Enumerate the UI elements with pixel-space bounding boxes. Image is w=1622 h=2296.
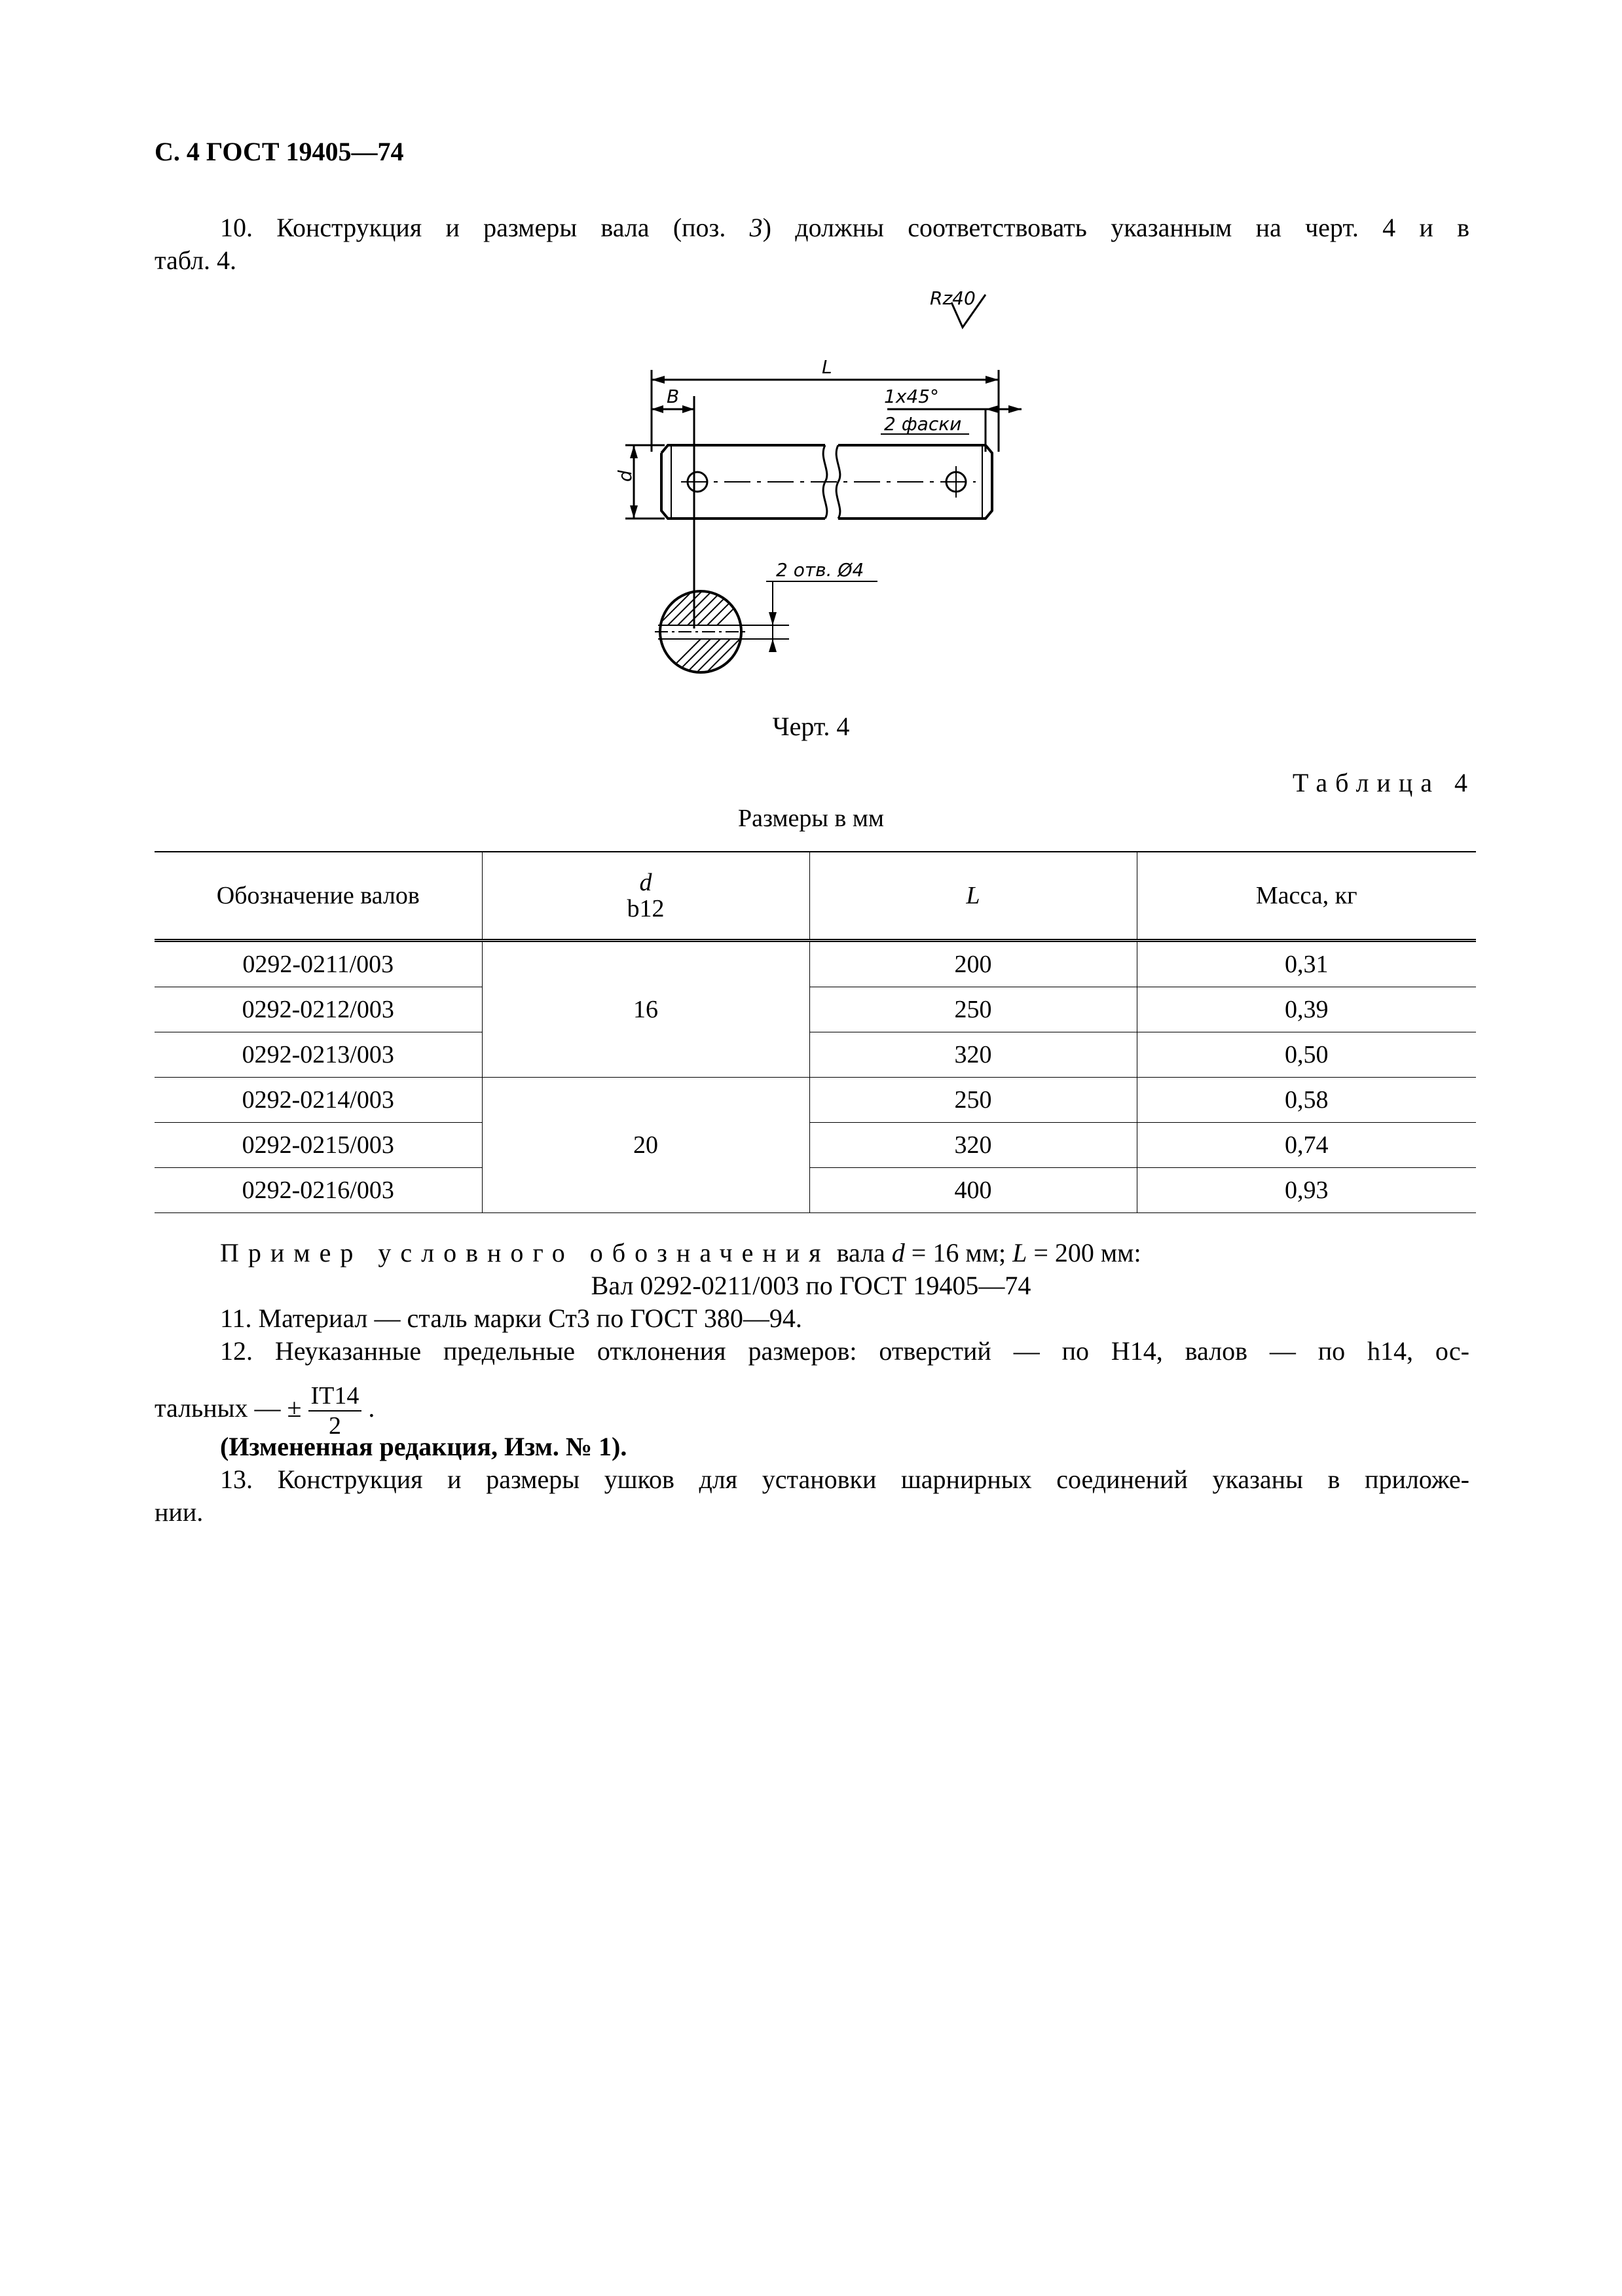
table-units: Размеры в мм	[738, 805, 884, 832]
cell-L: 320	[809, 1123, 1137, 1168]
shaft-drawing	[0, 0, 1622, 720]
item-10-position: 3	[749, 213, 763, 242]
cell-L: 400	[809, 1168, 1137, 1213]
cell-L: 200	[809, 941, 1137, 987]
dimension-arrows	[630, 376, 1022, 652]
page-header: С. 4 ГОСТ 19405—74	[155, 137, 404, 166]
example-designation: Вал 0292-0211/003 по ГОСТ 19405—74	[591, 1271, 1031, 1300]
cell-d-group: 16	[482, 941, 809, 1078]
example-d-symbol: d	[891, 1238, 905, 1267]
cell-L: 250	[809, 1078, 1137, 1123]
holes-label: 2 отв. Ø4	[776, 559, 864, 581]
header-designation: Обозначение валов	[155, 852, 482, 941]
item-13-line2: нии.	[155, 1497, 204, 1527]
item-10-text-end: ) должны соответствовать указанным на черт. 4 и в	[762, 213, 1469, 242]
example-text: = 16 мм;	[904, 1238, 1013, 1267]
cell-mass: 0,31	[1137, 941, 1476, 987]
cell-L: 250	[809, 987, 1137, 1032]
header-L: L	[809, 852, 1137, 941]
header-d	[482, 852, 809, 941]
cell-mass: 0,58	[1137, 1078, 1476, 1123]
item-12-text-end: .	[368, 1393, 375, 1423]
cell-designation: 0292-0214/003	[155, 1078, 482, 1123]
item-12-text: тальных — ±	[155, 1393, 302, 1423]
table-row	[155, 1032, 1476, 1078]
cell-d-group: 20	[482, 1078, 809, 1213]
amendment-note: (Измененная редакция, Изм. № 1).	[220, 1432, 627, 1461]
cell-designation: 0292-0213/003	[155, 1032, 482, 1078]
example-text: = 200 мм:	[1027, 1238, 1141, 1267]
chamfer-label-2: 2 фаски	[884, 413, 962, 435]
fraction-denominator: 2	[328, 1412, 341, 1440]
fraction-numerator: IT14	[308, 1381, 362, 1412]
shaft-dimensions-table	[155, 851, 1476, 1213]
cell-designation: 0292-0215/003	[155, 1123, 482, 1168]
example-L-symbol: L	[1012, 1238, 1027, 1267]
cell-mass: 0,74	[1137, 1123, 1476, 1168]
example-line	[220, 1237, 1141, 1268]
dim-L-label: L	[822, 356, 832, 378]
table-row	[155, 987, 1476, 1032]
item-11: 11. Материал — сталь марки Ст3 по ГОСТ 380—94.	[220, 1303, 802, 1333]
cell-mass: 0,50	[1137, 1032, 1476, 1078]
table-row	[155, 1078, 1476, 1123]
example-text: вала	[830, 1238, 892, 1267]
roughness-label: Rz40	[930, 287, 976, 309]
item-10-line2: табл. 4.	[155, 246, 237, 275]
item-13-line1: 13. Конструкция и размеры ушков для установки шарнирных соединений указаны в приложе-	[220, 1465, 1469, 1494]
item-12-line1: 12. Неуказанные предельные отклонения размеров: отверстий — по H14, валов — по h14, ос-	[220, 1336, 1469, 1366]
table-row	[155, 1123, 1476, 1168]
cell-mass: 0,39	[1137, 987, 1476, 1032]
header-d-symbol: d	[639, 869, 652, 896]
cell-L: 320	[809, 1032, 1137, 1078]
dim-d-label: d	[614, 470, 636, 482]
example-label: Пример условного обозначения	[220, 1238, 830, 1267]
header-mass: Масса, кг	[1137, 852, 1476, 941]
cell-designation: 0292-0211/003	[155, 941, 482, 987]
cell-designation: 0292-0212/003	[155, 987, 482, 1032]
table-row	[155, 1168, 1476, 1213]
table-title: Таблица 4	[1292, 768, 1475, 797]
cell-designation: 0292-0216/003	[155, 1168, 482, 1213]
cell-mass: 0,93	[1137, 1168, 1476, 1213]
table-header-row	[155, 852, 1476, 941]
dim-B-label: B	[667, 386, 680, 407]
table-row	[155, 941, 1476, 987]
figure-caption: Черт. 4	[772, 712, 850, 741]
chamfer-label-1: 1x45°	[884, 386, 940, 407]
header-d-tolerance: b12	[627, 895, 665, 922]
item-10-text: 10. Конструкция и размеры вала (поз.	[220, 213, 750, 242]
